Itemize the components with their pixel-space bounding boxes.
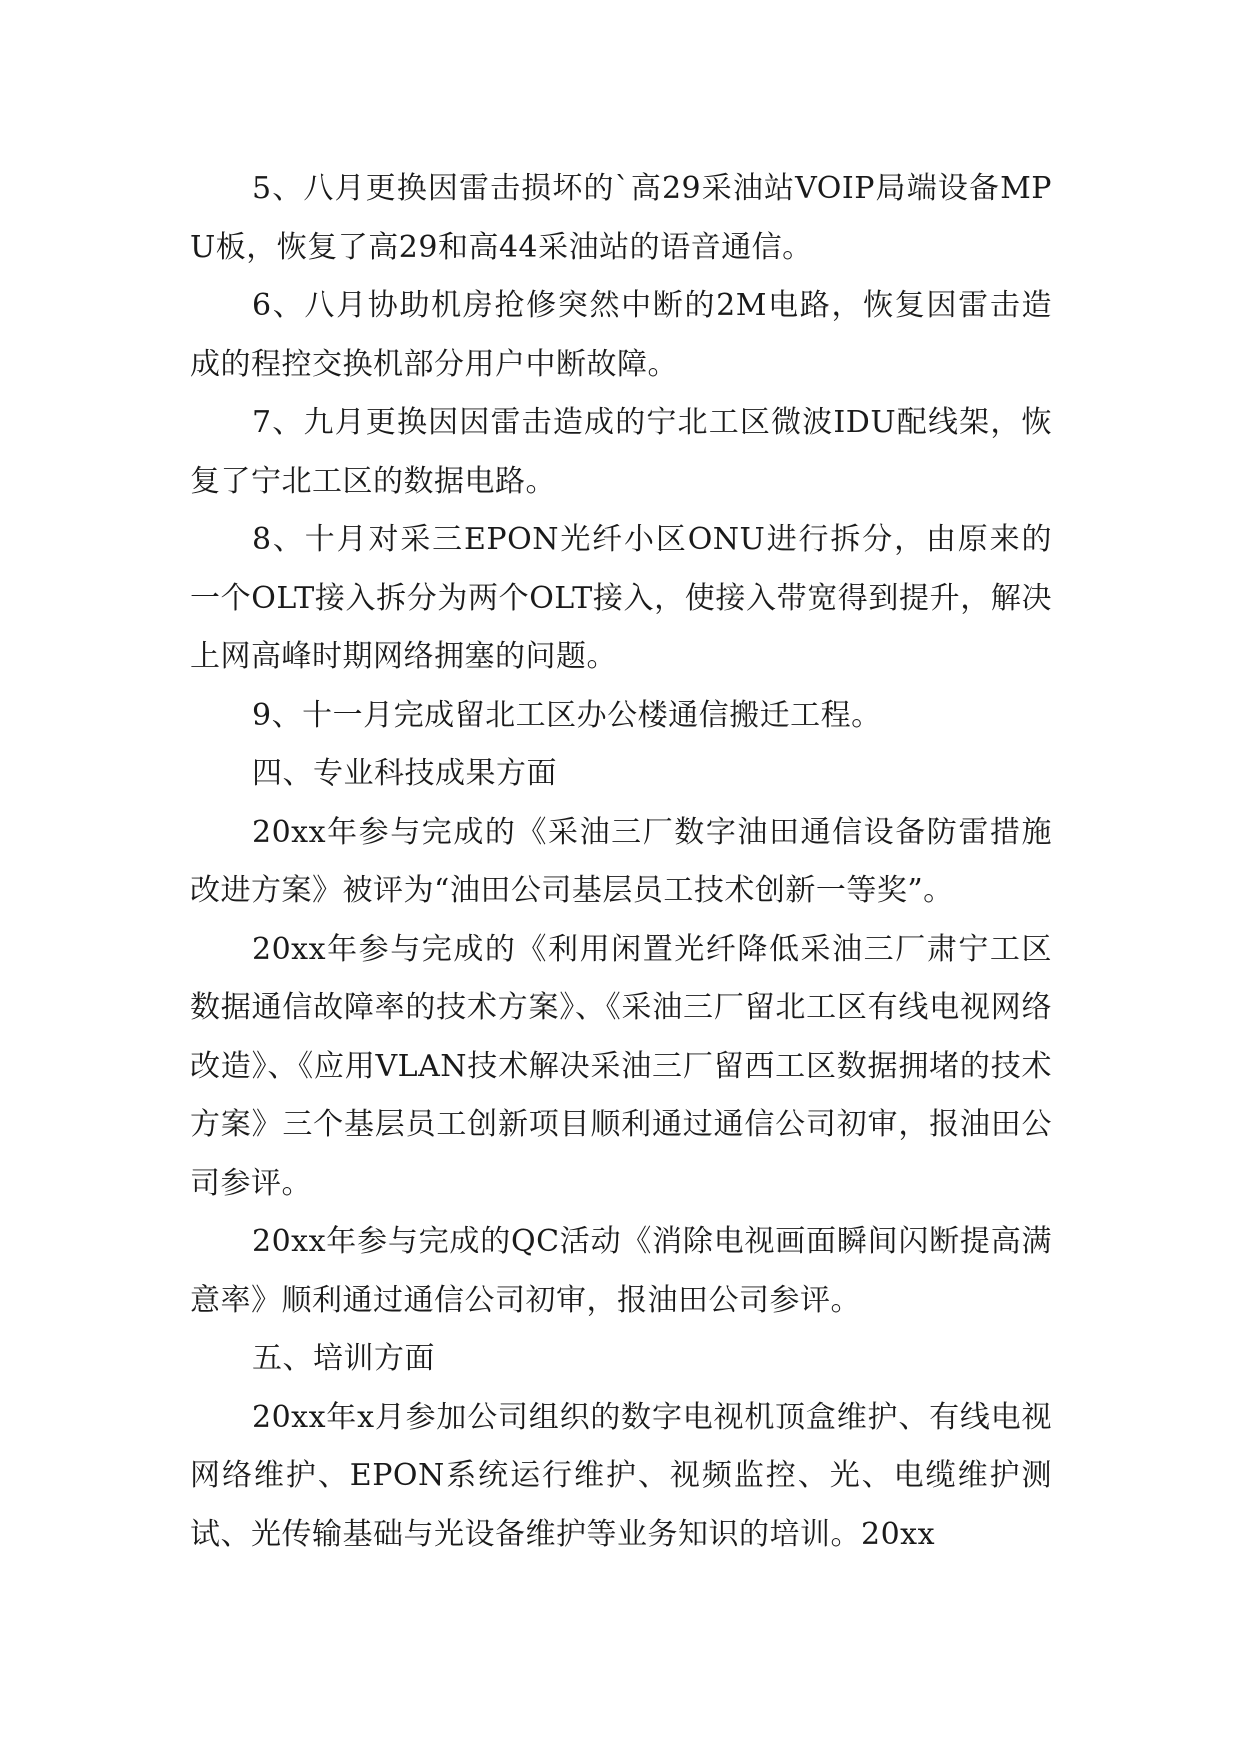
- document-page: [190, 160, 1052, 1564]
- paragraph-item-5: 5、八月更换因雷击损坏的`高29采油站VOIP局端设备MPU板，恢复了高29和高44采油站的语音通信。: [190, 171, 1052, 265]
- section-heading-training: 五、培训方面: [252, 1341, 435, 1376]
- paragraph-innovation-projects: 20xx年参与完成的《利用闲置光纤降低采油三厂肃宁工区数据通信故障率的技术方案》、《采油三厂留北工区有线电视网络改造》、《应用VLAN技术解决采油三厂留西工区数据拥堵的技术方案》三个基层员工创新项目顺利通过通信公司初审，报油田公司参评。: [190, 931, 1052, 1201]
- section-heading-tech-achievements: 四、专业科技成果方面: [252, 756, 557, 791]
- paragraph-qc-activity: 20xx年参与完成的QC活动《消除电视画面瞬间闪断提高满意率》顺利通过通信公司初审，报油田公司参评。: [190, 1224, 1052, 1318]
- paragraph-item-7: 7、九月更换因因雷击造成的宁北工区微波IDU配线架，恢复了宁北工区的数据电路。: [190, 405, 1052, 499]
- paragraph-item-6: 6、八月协助机房抢修突然中断的2M电路，恢复因雷击造成的程控交换机部分用户中断故障。: [190, 288, 1052, 382]
- paragraph-training: 20xx年x月参加公司组织的数字电视机顶盒维护、有线电视网络维护、EPON系统运行维护、视频监控、光、电缆维护测试、光传输基础与光设备维护等业务知识的培训。20xx: [190, 1399, 1052, 1552]
- paragraph-award: 20xx年参与完成的《采油三厂数字油田通信设备防雷措施改进方案》被评为“油田公司基层员工技术创新一等奖”。: [190, 814, 1052, 908]
- paragraph-item-8: 8、十月对采三EPON光纤小区ONU进行拆分，由原来的一个OLT接入拆分为两个OLT接入，使接入带宽得到提升，解决上网高峰时期网络拥塞的问题。: [190, 522, 1052, 674]
- paragraph-item-9: 9、十一月完成留北工区办公楼通信搬迁工程。: [252, 697, 882, 733]
